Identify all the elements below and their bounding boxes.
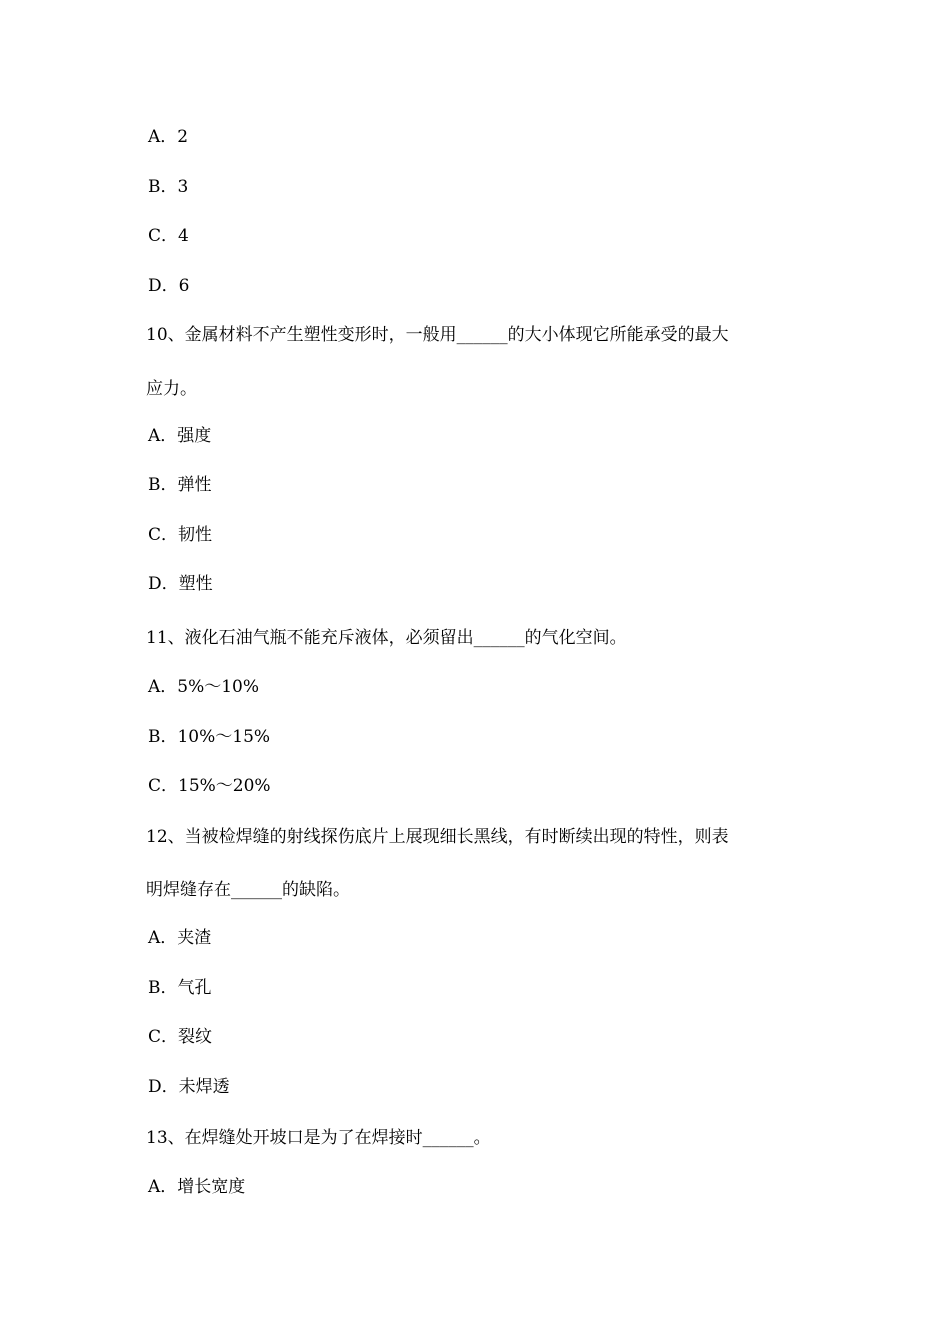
question-10-text: 10、金属材料不产生塑性变形时，一般用______的大小体现它所能承受的最大 [146, 325, 729, 345]
option-d: D．6 [148, 276, 190, 296]
option-c: C．韧性 [148, 525, 213, 545]
option-d: D．未焊透 [148, 1077, 230, 1097]
option-a: A．增长宽度 [148, 1177, 246, 1197]
option-a: A．2 [148, 127, 189, 147]
option-a: A．强度 [148, 426, 212, 446]
option-b: B．3 [148, 177, 189, 197]
option-c: C．4 [148, 226, 189, 246]
question-12-text: 12、当被检焊缝的射线探伤底片上展现细长黑线，有时断续出现的特性，则表 [146, 827, 729, 847]
option-b: B．弹性 [148, 475, 212, 495]
option-a: A．5%～10% [148, 677, 260, 697]
question-11-text: 11、液化石油气瓶不能充斥液体，必须留出______的气化空间。 [146, 628, 627, 648]
option-d: D．塑性 [148, 574, 213, 594]
question-13-text: 13、在焊缝处开坡口是为了在焊接时______。 [146, 1128, 491, 1148]
question-10-text-cont: 应力。 [146, 379, 197, 399]
option-b: B．10%～15% [148, 727, 271, 747]
option-c: C．裂纹 [148, 1027, 213, 1047]
option-c: C．15%～20% [148, 776, 271, 796]
option-b: B．气孔 [148, 978, 212, 998]
question-12-text-cont: 明焊缝存在______的缺陷。 [146, 880, 350, 900]
option-a: A．夹渣 [148, 928, 212, 948]
